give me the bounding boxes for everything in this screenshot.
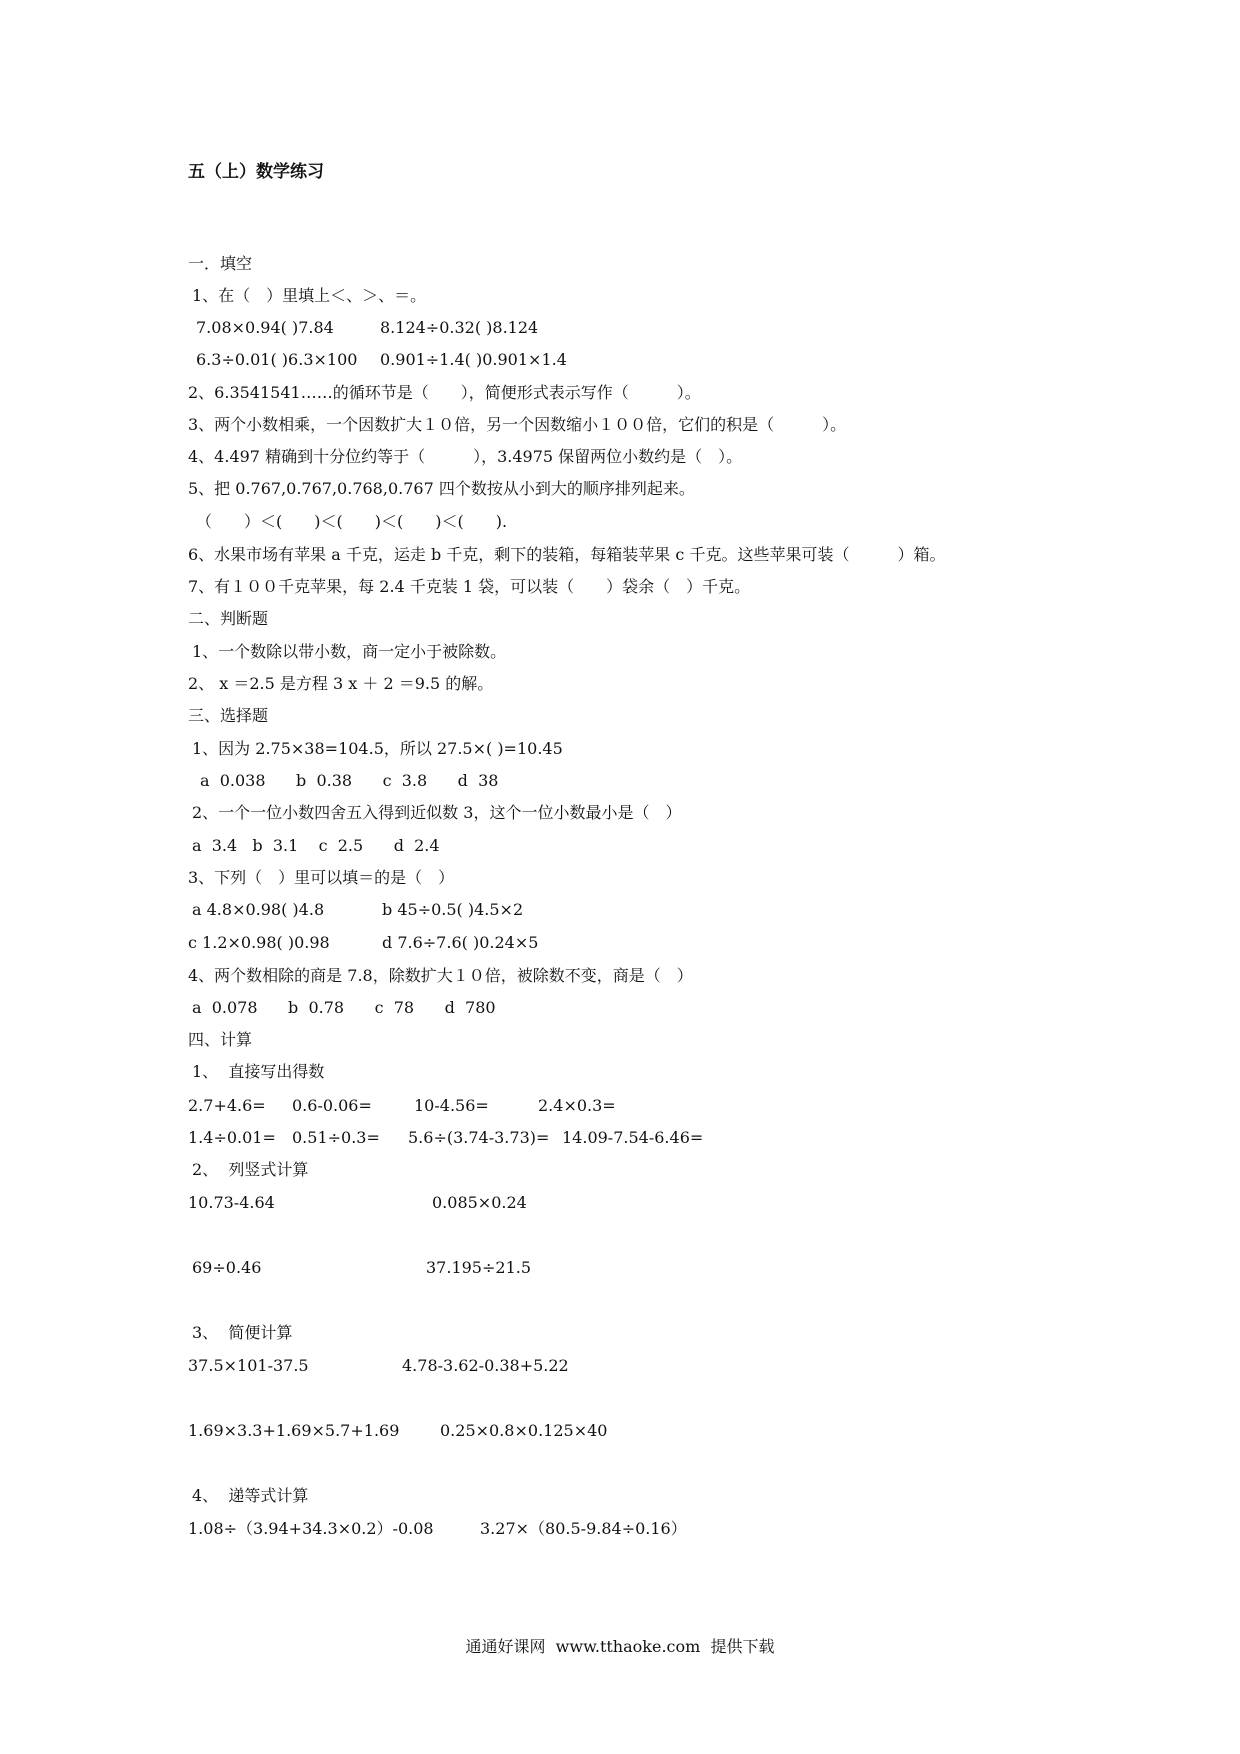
section-heading-calculation: 四、计算 [188,1030,253,1049]
question-1-2: 2、6.3541541……的循环节是（ ），简便形式表示写作（ ）。 [188,383,701,402]
question-3-1-options: a 0.038 b 0.38 c 3.8 d 38 [200,771,499,790]
question-2-2: 2、 x ＝2.5 是方程 3 x ＋ 2 ＝9.5 的解。 [188,674,494,693]
question-1-1-d: 0.901÷1.4( )0.901×1.4 [380,350,567,369]
question-2-1: 1、一个数除以带小数，商一定小于被除数。 [192,642,507,661]
question-1-1: 1、在（ ）里填上＜、＞、＝。 [192,286,427,305]
calc-item: 4.78-3.62-0.38+5.22 [402,1356,569,1375]
question-3-3-b: b 45÷0.5( )4.5×2 [382,900,524,919]
section-heading-fill-blanks: 一．填空 [188,254,253,273]
question-3-3-c: c 1.2×0.98( )0.98 [188,933,330,952]
question-1-5-blanks: （ ）＜( )＜( )＜( )＜( ). [196,512,508,531]
calc-item: 0.085×0.24 [432,1193,527,1212]
page-footer: 通通好课网 www.tthaoke.com 提供下载 [465,1637,775,1656]
section-heading-true-false: 二、判断题 [188,609,269,628]
calc-part-2-heading: 2、 列竖式计算 [192,1160,309,1179]
page-title: 五（上）数学练习 [188,162,324,182]
question-1-1-a: 7.08×0.94( )7.84 [196,318,334,337]
question-3-2: 2、一个一位小数四舍五入得到近似数 3，这个一位小数最小是（ ） [192,803,682,822]
calc-item: 0.51÷0.3= [292,1128,380,1147]
calc-item: 0.6-0.06= [292,1096,372,1115]
calc-item: 10.73-4.64 [188,1193,275,1212]
calc-item: 1.4÷0.01= [188,1128,276,1147]
question-3-3-a: a 4.8×0.98( )4.8 [192,900,325,919]
question-1-7: 7、有１００千克苹果，每 2.4 千克装 1 袋，可以装（ ）袋余（ ）千克。 [188,577,751,596]
question-3-3: 3、下列（ ）里可以填＝的是（ ） [188,868,455,887]
section-heading-multiple-choice: 三、选择题 [188,706,269,725]
question-1-6: 6、水果市场有苹果 a 千克，运走 b 千克，剩下的装箱，每箱装苹果 c 千克。这些苹果可装（ ）箱。 [188,545,946,564]
calc-item: 2.4×0.3= [538,1096,616,1115]
question-1-1-c: 6.3÷0.01( )6.3×100 [196,350,358,369]
calc-item: 2.7+4.6= [188,1096,266,1115]
question-1-1-b: 8.124÷0.32( )8.124 [380,318,539,337]
calc-item: 0.25×0.8×0.125×40 [440,1421,608,1440]
calc-item: 69÷0.46 [192,1258,262,1277]
question-1-3: 3、两个小数相乘，一个因数扩大１０倍，另一个因数缩小１００倍，它们的积是（ ）。 [188,415,847,434]
calc-item: 1.08÷（3.94+34.3×0.2）-0.08 [188,1519,434,1538]
calc-part-1-heading: 1、 直接写出得数 [192,1062,325,1081]
calc-item: 1.69×3.3+1.69×5.7+1.69 [188,1421,400,1440]
calc-item: 37.195÷21.5 [426,1258,532,1277]
calc-item: 10-4.56= [414,1096,489,1115]
calc-part-3-heading: 3、 简便计算 [192,1323,293,1342]
question-3-4: 4、两个数相除的商是 7.8，除数扩大１０倍，被除数不变，商是（ ） [188,966,693,985]
calc-item: 3.27×（80.5-9.84÷0.16） [480,1519,687,1538]
question-3-1: 1、因为 2.75×38=104.5，所以 27.5×( )=10.45 [192,739,563,758]
calc-item: 37.5×101-37.5 [188,1356,309,1375]
calc-item: 14.09-7.54-6.46= [562,1128,704,1147]
question-3-2-options: a 3.4 b 3.1 c 2.5 d 2.4 [192,836,440,855]
question-1-4: 4、4.497 精确到十分位约等于（ ），3.4975 保留两位小数约是（ ）。 [188,447,743,466]
calc-item: 5.6÷(3.74-3.73)= [408,1128,550,1147]
question-1-5: 5、把 0.767,0.767,0.768,0.767 四个数按从小到大的顺序排列起来。 [188,479,695,498]
question-3-3-d: d 7.6÷7.6( )0.24×5 [382,933,539,952]
question-3-4-options: a 0.078 b 0.78 c 78 d 780 [192,998,496,1017]
calc-part-4-heading: 4、 递等式计算 [192,1486,309,1505]
